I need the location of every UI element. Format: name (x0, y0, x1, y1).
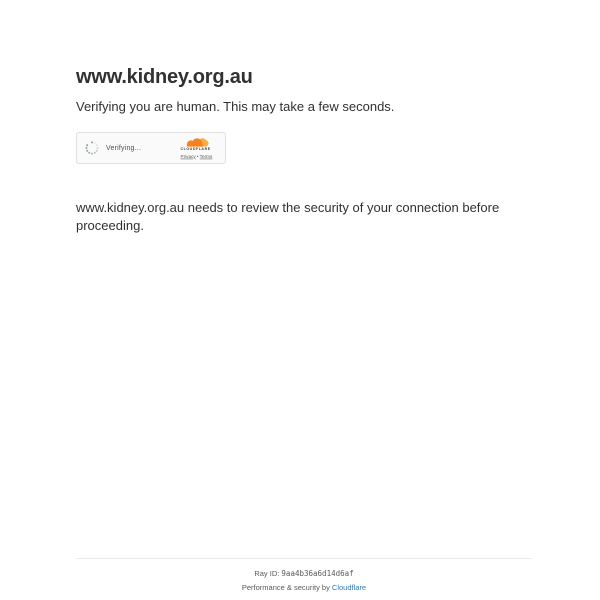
spinner-icon (85, 141, 99, 155)
links-separator: • (196, 153, 199, 159)
turnstile-widget (76, 132, 226, 164)
ray-id-label: Ray ID: (254, 569, 280, 578)
cloudflare-brand-label: CLOUDFLARE (180, 146, 212, 151)
ray-id-row (76, 569, 532, 578)
cloudflare-link[interactable]: Cloudflare (331, 583, 367, 592)
terms-link[interactable]: Terms (199, 153, 212, 159)
privacy-link[interactable]: Privacy (180, 153, 196, 159)
cloudflare-logo (174, 138, 218, 159)
page-footer (76, 558, 532, 592)
page-title: www.kidney.org.au (76, 66, 253, 88)
verification-subtitle: Verifying you are human. This may take a few seconds. (76, 99, 395, 114)
verifying-status-label: Verifying... (106, 144, 142, 152)
security-review-text: www.kidney.org.au needs to review the security of your connection before proceeding. (76, 200, 500, 233)
performance-text: Performance & security by (241, 583, 330, 592)
widget-legal-links (180, 154, 212, 157)
main-content (76, 64, 532, 235)
ray-id-value: 9aa4b36a6d14d6af (281, 569, 354, 578)
performance-row (76, 583, 532, 592)
